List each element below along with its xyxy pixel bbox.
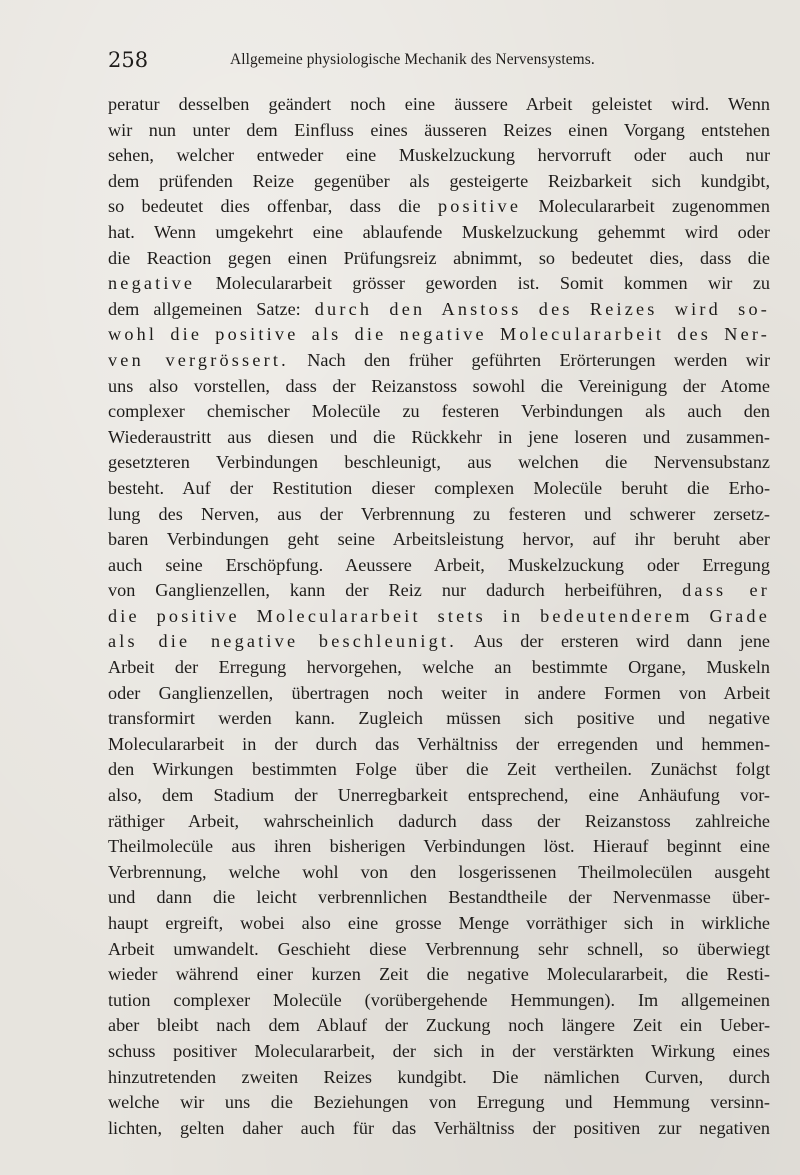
text-line: [108, 246, 770, 272]
text-line: [108, 220, 770, 246]
text-segment: gesetzteren Verbindungen beschleunigt, aus welchen die Nervensubstanz: [108, 452, 770, 473]
spaced-emphasis: die positive Moleculararbeit stets in bedeutenderem Grade: [108, 605, 770, 626]
text-segment: besteht. Auf der Restitution dieser complexen Molecüle beruht die Erho-: [108, 477, 770, 498]
text-segment: oder Ganglienzellen, übertragen noch weiter in andere Formen von Arbeit: [108, 682, 770, 703]
text-segment: transformirt werden kann. Zugleich müssen sich positive und negative: [108, 708, 770, 729]
text-line: [108, 527, 770, 553]
page-header: [108, 48, 770, 74]
spaced-emphasis: wohl die positive als die negative Moleculararbeit des Ner-: [108, 324, 770, 345]
text-line: [108, 322, 770, 348]
spaced-emphasis: dass er: [682, 580, 770, 601]
text-segment: Moleculararbeit grösser geworden ist. Somit kommen wir zu: [195, 273, 770, 294]
text-segment: dem prüfenden Reize gegenüber als gesteigerte Reizbarkeit sich kundgibt,: [108, 170, 770, 191]
text-segment: also, dem Stadium der Unerregbarkeit entsprechend, eine Anhäufung vor-: [108, 785, 770, 806]
text-line: [108, 1039, 770, 1065]
text-line: [108, 962, 770, 988]
text-segment: uns also vorstellen, dass der Reizanstoss sowohl die Vereinigung der Atome: [108, 375, 770, 396]
text-segment: Nach den früher geführten Erörterungen werden wir: [288, 349, 770, 370]
running-head: Allgemeine physiologische Mechanik des Nervensystems.: [230, 51, 595, 68]
text-segment: Arbeit umwandelt. Geschieht diese Verbrennung sehr schnell, so überwiegt: [108, 938, 770, 959]
text-segment: den Wirkungen bestimmten Folge über die Zeit vertheilen. Zunächst folgt: [108, 759, 770, 780]
text-line: [108, 732, 770, 758]
text-segment: Wiederaustritt aus diesen und die Rückkehr in jene loseren und zusammen-: [108, 426, 770, 447]
text-line: [108, 578, 770, 604]
spaced-emphasis: positive: [437, 196, 522, 217]
text-line: [108, 860, 770, 886]
text-line: [108, 118, 770, 144]
text-line: [108, 194, 770, 220]
spaced-emphasis: negative: [108, 273, 196, 294]
text-segment: Aus der ersteren wird dann jene: [456, 631, 770, 652]
text-line: [108, 1065, 770, 1091]
text-segment: lichten, gelten daher auch für das Verhältniss der positiven zur negativen: [108, 1117, 770, 1138]
text-line: [108, 1013, 770, 1039]
text-segment: tution complexer Molecüle (vorübergehende Hemmungen). Im allgemeinen: [108, 989, 770, 1010]
text-line: [108, 629, 770, 655]
text-segment: Verbrennung, welche wohl von den losgerissenen Theilmolecülen ausgeht: [108, 861, 770, 882]
text-segment: räthiger Arbeit, wahrscheinlich dadurch dass der Reizanstoss zahlreiche: [108, 810, 770, 831]
text-line: [108, 834, 770, 860]
text-segment: peratur desselben geändert noch eine äussere Arbeit geleistet wird. Wenn: [108, 94, 770, 114]
text-line: [108, 604, 770, 630]
spaced-emphasis: durch den Anstoss des Reizes wird so-: [314, 298, 770, 319]
text-line: [108, 1116, 770, 1142]
text-line: [108, 706, 770, 732]
text-line: [108, 1090, 770, 1116]
text-segment: hinzutretenden zweiten Reizes kundgibt. Die nämlichen Curven, durch: [108, 1066, 770, 1087]
text-segment: von Ganglienzellen, kann der Reiz nur dadurch herbeiführen,: [108, 580, 683, 601]
spaced-emphasis: ven vergrössert.: [108, 349, 289, 370]
text-segment: Moleculararbeit in der durch das Verhältniss der erregenden und hemmen-: [108, 733, 770, 754]
text-line: [108, 809, 770, 835]
text-line: [108, 911, 770, 937]
text-line: [108, 988, 770, 1014]
text-line: [108, 502, 770, 528]
text-line: [108, 450, 770, 476]
text-segment: und dann die leicht verbrennlichen Bestandtheile der Nervenmasse über-: [108, 887, 770, 908]
text-line: [108, 655, 770, 681]
text-line: [108, 374, 770, 400]
text-line: [108, 553, 770, 579]
text-line: [108, 348, 770, 374]
body-text: [108, 92, 770, 1141]
text-line: [108, 783, 770, 809]
text-segment: Moleculararbeit zugenommen: [521, 196, 770, 217]
text-line: [108, 937, 770, 963]
text-segment: welche wir uns die Beziehungen von Erregung und Hemmung versinn-: [108, 1092, 770, 1113]
text-segment: complexer chemischer Molecüle zu festeren Verbindungen als auch den: [108, 401, 770, 422]
text-segment: so bedeutet dies offenbar, dass die: [108, 196, 438, 217]
text-line: [108, 169, 770, 195]
text-segment: die Reaction gegen einen Prüfungsreiz abnimmt, so bedeutet dies, dass die: [108, 247, 770, 268]
text-segment: dem allgemeinen Satze:: [108, 298, 315, 319]
text-segment: aber bleibt nach dem Ablauf der Zuckung noch längere Zeit ein Ueber-: [108, 1015, 770, 1036]
text-segment: schuss positiver Moleculararbeit, der sich in der verstärkten Wirkung eines: [108, 1040, 770, 1061]
text-line: [108, 476, 770, 502]
spaced-emphasis: als die negative beschleunigt.: [108, 631, 457, 652]
text-line: [108, 757, 770, 783]
text-segment: sehen, welcher entweder eine Muskelzuckung hervorruft oder auch nur: [108, 145, 770, 166]
text-segment: baren Verbindungen geht seine Arbeitsleistung hervor, auf ihr beruht aber: [108, 529, 770, 550]
text-segment: wieder während einer kurzen Zeit die negative Moleculararbeit, die Resti-: [108, 964, 770, 985]
page-number: 258: [108, 48, 149, 72]
text-line: [108, 425, 770, 451]
text-segment: wir nun unter dem Einfluss eines äusseren Reizes einen Vorgang entstehen: [108, 119, 770, 140]
text-segment: auch seine Erschöpfung. Aeussere Arbeit, Muskelzuckung oder Erregung: [108, 554, 770, 575]
text-line: [108, 92, 770, 118]
text-line: [108, 399, 770, 425]
text-line: [108, 271, 770, 297]
text-segment: haupt ergreift, wobei also eine grosse Menge vorräthiger sich in wirkliche: [108, 913, 770, 933]
text-segment: Arbeit der Erregung hervorgehen, welche an bestimmte Organe, Muskeln: [108, 657, 770, 678]
text-line: [108, 297, 770, 323]
text-segment: hat. Wenn umgekehrt eine ablaufende Muskelzuckung gehemmt wird oder: [108, 221, 770, 242]
text-line: [108, 143, 770, 169]
text-segment: Theilmolecüle aus ihren bisherigen Verbindungen löst. Hierauf beginnt eine: [108, 836, 770, 857]
text-line: [108, 885, 770, 911]
text-line: [108, 681, 770, 707]
text-segment: lung des Nerven, aus der Verbrennung zu festeren und schwerer zersetz-: [108, 503, 770, 524]
